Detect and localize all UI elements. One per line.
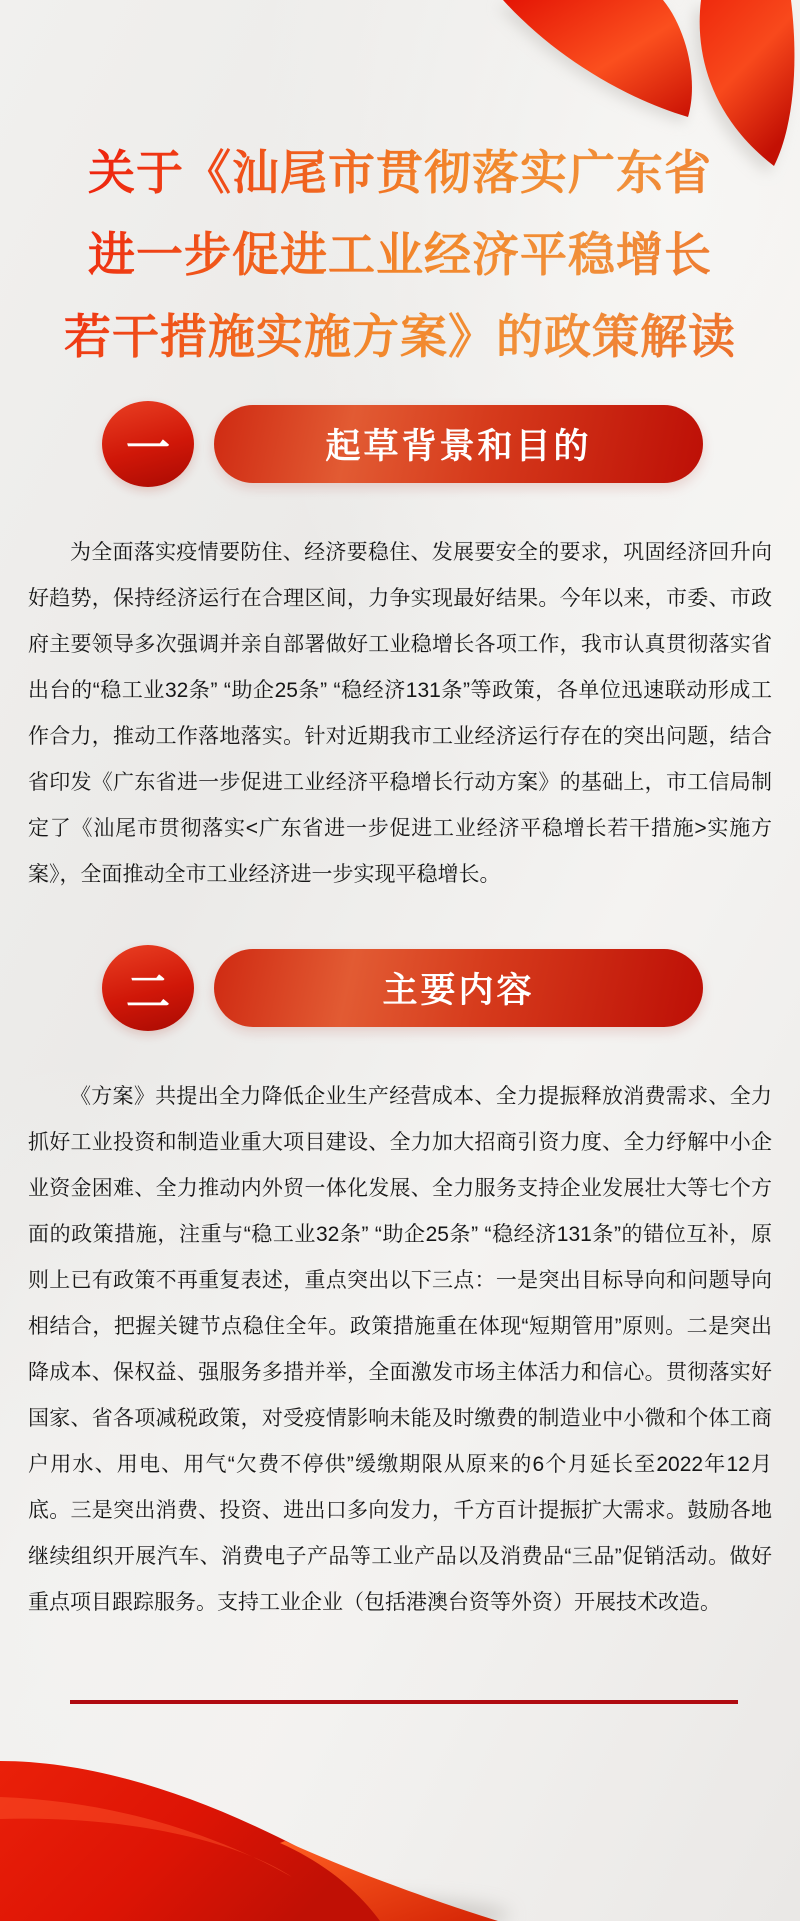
section-2-number-badge: 二 [102, 945, 194, 1031]
section-2-heading: 主要内容 [214, 949, 703, 1027]
section-2-header [102, 944, 800, 1032]
section-1-heading: 起草背景和目的 [214, 405, 703, 483]
section-1-body: 为全面落实疫情要防住、经济要稳住、发展要安全的要求，巩固经济回升向好趋势，保持经济运行在合理区间，力争实现最好结果。今年以来，市委、市政府主要领导多次强调并亲自部署做好工业稳增长各项工作，我市认真贯彻落实省出台的“稳工业32条” “助企25条” “稳经济131条”等政策，各单位迅速联动形成工作合力，推动工作落地落实。针对近期我市工业经济运行存在的突出问题，结合省印发《广东省进一步促进工业经济平稳增长行动方案》的基础上，市工信局制定了《汕尾市贯彻落实<广东省进一步促进工业经济平稳增长若干措施>实施方案》，全面推动全市工业经济进一步实现平稳增长。 [28, 541, 772, 886]
section-main-content [0, 944, 800, 1626]
page-title-line-1: 关于《汕尾市贯彻落实广东省 [88, 146, 712, 199]
page-title [30, 132, 770, 378]
section-1-number-badge: 一 [102, 401, 194, 487]
page-title-line-2: 进一步促进工业经济平稳增长 [88, 228, 712, 281]
ribbon-bottom-icon [0, 1731, 540, 1921]
bottom-divider [70, 1700, 738, 1704]
section-2-body: 《方案》共提出全力降低企业生产经营成本、全力提振释放消费需求、全力抓好工业投资和制造业重大项目建设、全力加大招商引资力度、全力纾解中小企业资金困难、全力推动内外贸一体化发展、全力服务支持企业发展壮大等七个方面的政策措施，注重与“稳工业32条” “助企25条” “稳经济131条”的错位互补，原则上已有政策不再重复表述，重点突出以下三点：一是突出目标导向和问题导向相结合，把握关键节点稳住全年。政策措施重在体现“短期管用”原则。二是突出降成本、保权益、强服务多措并举，全面激发市场主体活力和信心。贯彻落实好国家、省各项减税政策，对受疫情影响未能及时缴费的制造业中小微和个体工商户用水、用电、用气“欠费不停供”缓缴期限从原来的6个月延长至2022年12月底。三是突出消费、投资、进出口多向发力，千方百计提振扩大需求。鼓励各地继续组织开展汽车、消费电子产品等工业产品以及消费品“三品”促销活动。做好重点项目跟踪服务。支持工业企业（包括港澳台资等外资）开展技术改造。 [28, 1085, 772, 1614]
page-title-line-3: 若干措施实施方案》的政策解读 [64, 310, 736, 363]
section-background-purpose [0, 400, 800, 898]
section-1-header [102, 400, 800, 488]
